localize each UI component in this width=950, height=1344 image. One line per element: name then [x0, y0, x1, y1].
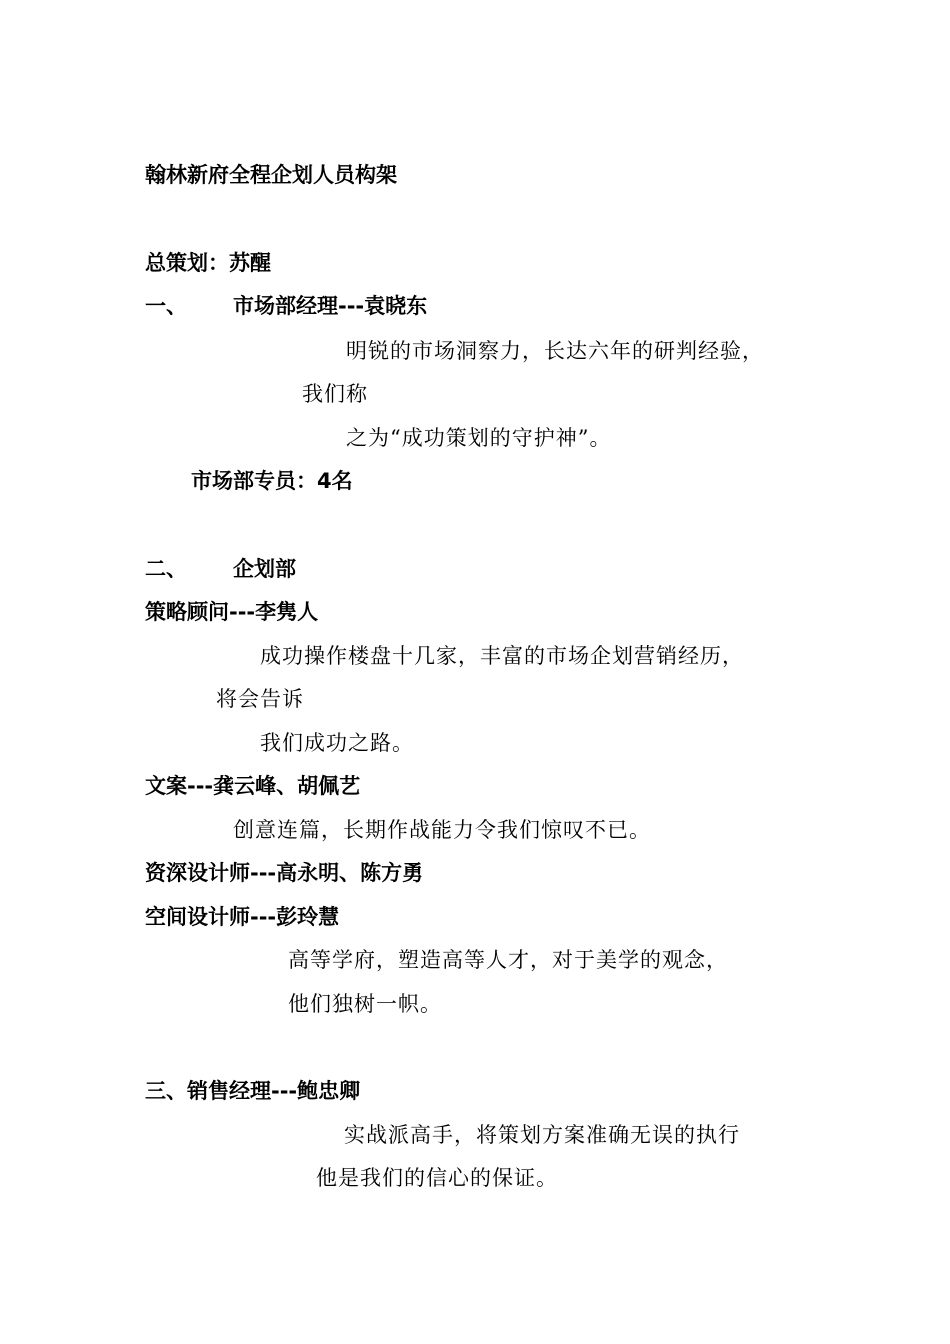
- copywriters-desc: 创意连篇，长期作战能力令我们惊叹不已。: [233, 818, 651, 842]
- section3-desc-line2: 他是我们的信心的保证。: [316, 1166, 558, 1190]
- strategy-advisor: 策略顾问---李隽人: [145, 600, 319, 624]
- section1-heading-row: [145, 292, 427, 320]
- section1-staff: 市场部专员：4名: [191, 469, 353, 493]
- section1-heading: 市场部经理---袁晓东: [233, 294, 428, 318]
- section2-heading: 企划部: [233, 557, 296, 581]
- section3-heading: 三、销售经理---鲍忠卿: [145, 1079, 361, 1103]
- document-title: 翰林新府全程企划人员构架: [145, 163, 397, 187]
- section2-heading-row: [145, 555, 296, 583]
- section2-number: 二、: [145, 557, 187, 581]
- space-designer: 空间设计师---彭玲慧: [145, 905, 340, 929]
- section3-desc-line1: 实战派高手，将策划方案准确无误的执行: [344, 1123, 740, 1147]
- section1-desc-line2: 我们称: [302, 382, 368, 406]
- section1-number: 一、: [145, 294, 187, 318]
- designer-desc-line1: 高等学府，塑造高等人才，对于美学的观念，: [288, 948, 728, 972]
- advisor-desc-line1: 成功操作楼盘十几家，丰富的市场企划营销经历，: [260, 644, 744, 668]
- advisor-desc-line3: 我们成功之路。: [260, 731, 414, 755]
- designer-desc-line2: 他们独树一帜。: [288, 992, 442, 1016]
- copywriters: 文案---龚云峰、胡佩艺: [145, 774, 361, 798]
- section1-desc-line1: 明锐的市场洞察力，长达六年的研判经验，: [346, 339, 764, 363]
- advisor-desc-line2: 将会告诉: [216, 687, 304, 711]
- senior-designers: 资深设计师---高永明、陈方勇: [145, 861, 424, 885]
- section1-desc-line3: 之为“成功策划的守护神”。: [346, 426, 612, 450]
- chief-planner: 总策划：苏醒: [145, 251, 271, 275]
